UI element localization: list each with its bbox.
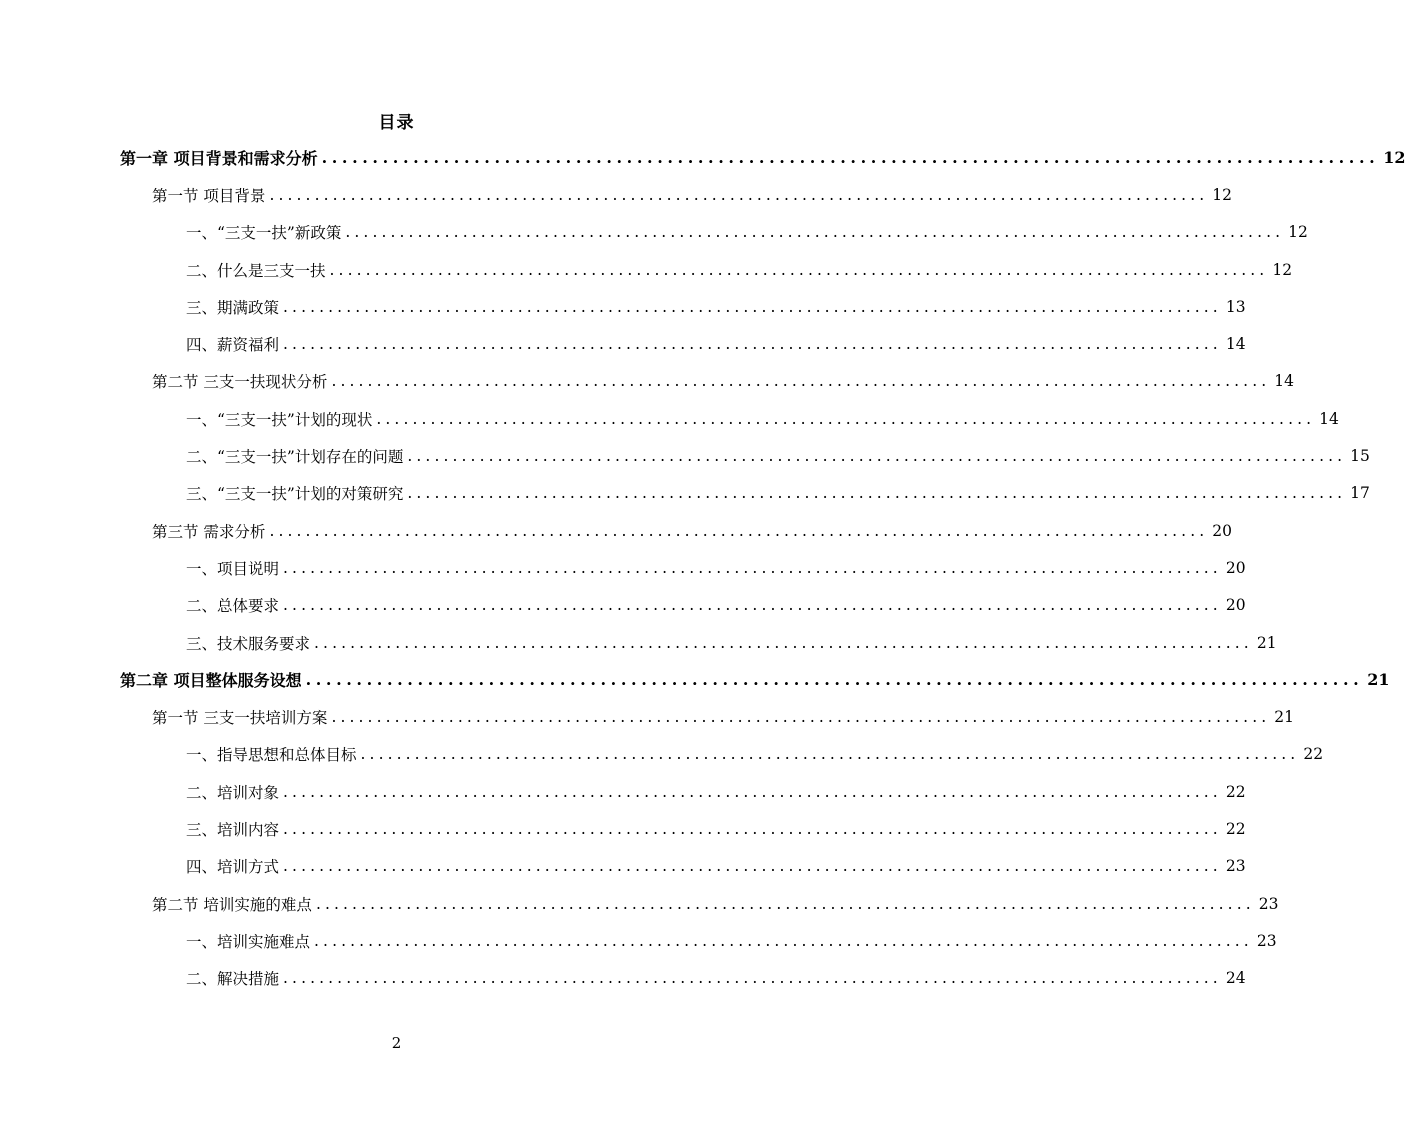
toc-entry-text: 三、期满政策 xyxy=(186,298,280,317)
toc-entry-subsection[interactable] xyxy=(0,736,1324,773)
toc-entry-subsection[interactable] xyxy=(0,848,1246,885)
toc-leader-dots: ........................................................................................................ xyxy=(283,558,1222,577)
toc-entry-text: 三、培训内容 xyxy=(186,820,280,839)
toc-entry-subsection[interactable] xyxy=(0,773,1246,810)
toc-entry-text: 二、解决措施 xyxy=(186,970,280,989)
toc-entry-page: 22 xyxy=(1225,782,1246,801)
toc-entry-subsection[interactable] xyxy=(0,251,1293,288)
toc-entry-subsection[interactable] xyxy=(0,549,1246,586)
toc-leader-dots: ........................................................................................................ xyxy=(283,969,1222,988)
toc-entry-text: 一、指导思想和总体目标 xyxy=(186,746,357,765)
toc-entry-subsection[interactable] xyxy=(0,214,1308,251)
toc-leader-dots: ........................................................................................................ xyxy=(321,148,1380,168)
toc-entry-subsection[interactable] xyxy=(0,922,1277,959)
toc-entry-page: 20 xyxy=(1225,596,1246,615)
toc-entry-subsection[interactable] xyxy=(0,475,1370,512)
toc-entry-subsection[interactable] xyxy=(0,587,1246,624)
toc-entry-section[interactable] xyxy=(0,176,1232,213)
toc-entry-page: 14 xyxy=(1274,372,1294,391)
toc-entry-subsection[interactable] xyxy=(0,400,1339,437)
toc-entry-page: 13 xyxy=(1225,297,1246,316)
toc-entry-text: 第一节 项目背景 xyxy=(152,186,266,205)
toc-entry-subsection[interactable] xyxy=(0,437,1370,474)
toc-list xyxy=(0,139,1406,997)
toc-entry-chapter[interactable] xyxy=(0,661,1390,698)
toc-leader-dots: ........................................................................................................ xyxy=(269,185,1209,204)
toc-entry-subsection[interactable] xyxy=(0,810,1246,847)
toc-entry-page: 17 xyxy=(1350,484,1370,503)
toc-leader-dots: ........................................................................................................ xyxy=(331,708,1271,727)
toc-entry-page: 21 xyxy=(1367,670,1390,690)
toc-leader-dots: ........................................................................................................ xyxy=(283,782,1222,801)
toc-title: 目录 xyxy=(378,113,415,133)
toc-entry-subsection[interactable] xyxy=(0,960,1246,997)
toc-entry-text: 四、培训方式 xyxy=(186,858,280,877)
toc-entry-subsection[interactable] xyxy=(0,325,1246,362)
toc-leader-dots: ........................................................................................................ xyxy=(407,447,1347,466)
toc-entry-section[interactable] xyxy=(0,698,1294,735)
toc-entry-page: 21 xyxy=(1256,633,1277,652)
toc-entry-page: 23 xyxy=(1225,857,1246,876)
toc-entry-text: 第二节 培训实施的难点 xyxy=(152,895,312,914)
toc-entry-text: 三、技术服务要求 xyxy=(186,634,311,653)
toc-leader-dots: ........................................................................................................ xyxy=(314,931,1253,950)
toc-leader-dots: ........................................................................................................ xyxy=(407,484,1347,503)
toc-entry-page: 20 xyxy=(1225,558,1246,577)
toc-entry-section[interactable] xyxy=(0,512,1232,549)
toc-entry-text: 三、“三支一扶”计划的对策研究 xyxy=(186,485,404,504)
toc-entry-text: 二、“三支一扶”计划存在的问题 xyxy=(186,448,404,467)
toc-entry-page: 22 xyxy=(1225,819,1246,838)
toc-entry-page: 22 xyxy=(1303,745,1324,764)
toc-leader-dots: ........................................................................................................ xyxy=(314,633,1253,652)
toc-leader-dots: ........................................................................................................ xyxy=(376,409,1316,428)
toc-leader-dots: ........................................................................................................ xyxy=(283,596,1222,615)
toc-entry-page: 20 xyxy=(1212,521,1232,540)
toc-entry-page: 23 xyxy=(1258,894,1279,913)
toc-entry-text: 二、总体要求 xyxy=(186,597,280,616)
toc-entry-text: 第二章 项目整体服务设想 xyxy=(120,671,302,691)
toc-entry-chapter[interactable] xyxy=(0,139,1406,176)
toc-entry-subsection[interactable] xyxy=(0,288,1246,325)
toc-entry-page: 21 xyxy=(1274,708,1294,727)
toc-leader-dots: ........................................................................................................ xyxy=(329,260,1269,279)
toc-leader-dots: ........................................................................................................ xyxy=(283,335,1222,354)
toc-leader-dots: ........................................................................................................ xyxy=(283,857,1222,876)
toc-entry-section[interactable] xyxy=(0,363,1294,400)
toc-entry-page: 12 xyxy=(1212,185,1232,204)
toc-entry-page: 12 xyxy=(1383,148,1406,168)
toc-entry-text: 二、什么是三支一扶 xyxy=(186,261,326,280)
toc-leader-dots: ........................................................................................................ xyxy=(269,521,1209,540)
toc-leader-dots: ........................................................................................................ xyxy=(283,297,1222,316)
toc-entry-text: 第一章 项目背景和需求分析 xyxy=(120,149,318,169)
toc-entry-page: 12 xyxy=(1288,223,1308,242)
toc-entry-subsection[interactable] xyxy=(0,624,1277,661)
toc-leader-dots: ........................................................................................................ xyxy=(315,894,1255,913)
toc-entry-text: 一、项目说明 xyxy=(186,559,280,578)
toc-entry-page: 14 xyxy=(1225,335,1246,354)
toc-leader-dots: ........................................................................................................ xyxy=(345,223,1285,242)
toc-entry-page: 15 xyxy=(1350,447,1370,466)
toc-entry-text: 一、培训实施难点 xyxy=(186,932,311,951)
toc-entry-text: 二、培训对象 xyxy=(186,783,280,802)
toc-entry-page: 14 xyxy=(1319,409,1339,428)
page-number: 2 xyxy=(391,1034,402,1052)
toc-entry-page: 24 xyxy=(1225,969,1246,988)
toc-entry-text: 四、薪资福利 xyxy=(186,336,280,355)
toc-entry-text: 一、“三支一扶”新政策 xyxy=(186,224,342,243)
toc-entry-section[interactable] xyxy=(0,885,1279,922)
toc-leader-dots: ........................................................................................................ xyxy=(360,745,1300,764)
toc-leader-dots: ........................................................................................................ xyxy=(305,670,1364,690)
toc-entry-text: 一、“三支一扶”计划的现状 xyxy=(186,410,373,429)
toc-leader-dots: ........................................................................................................ xyxy=(283,819,1222,838)
toc-leader-dots: ........................................................................................................ xyxy=(331,372,1271,391)
toc-entry-page: 23 xyxy=(1256,931,1277,950)
toc-entry-page: 12 xyxy=(1272,260,1293,279)
toc-entry-text: 第三节 需求分析 xyxy=(152,522,266,541)
toc-entry-text: 第一节 三支一扶培训方案 xyxy=(152,709,328,728)
toc-entry-text: 第二节 三支一扶现状分析 xyxy=(152,373,328,392)
